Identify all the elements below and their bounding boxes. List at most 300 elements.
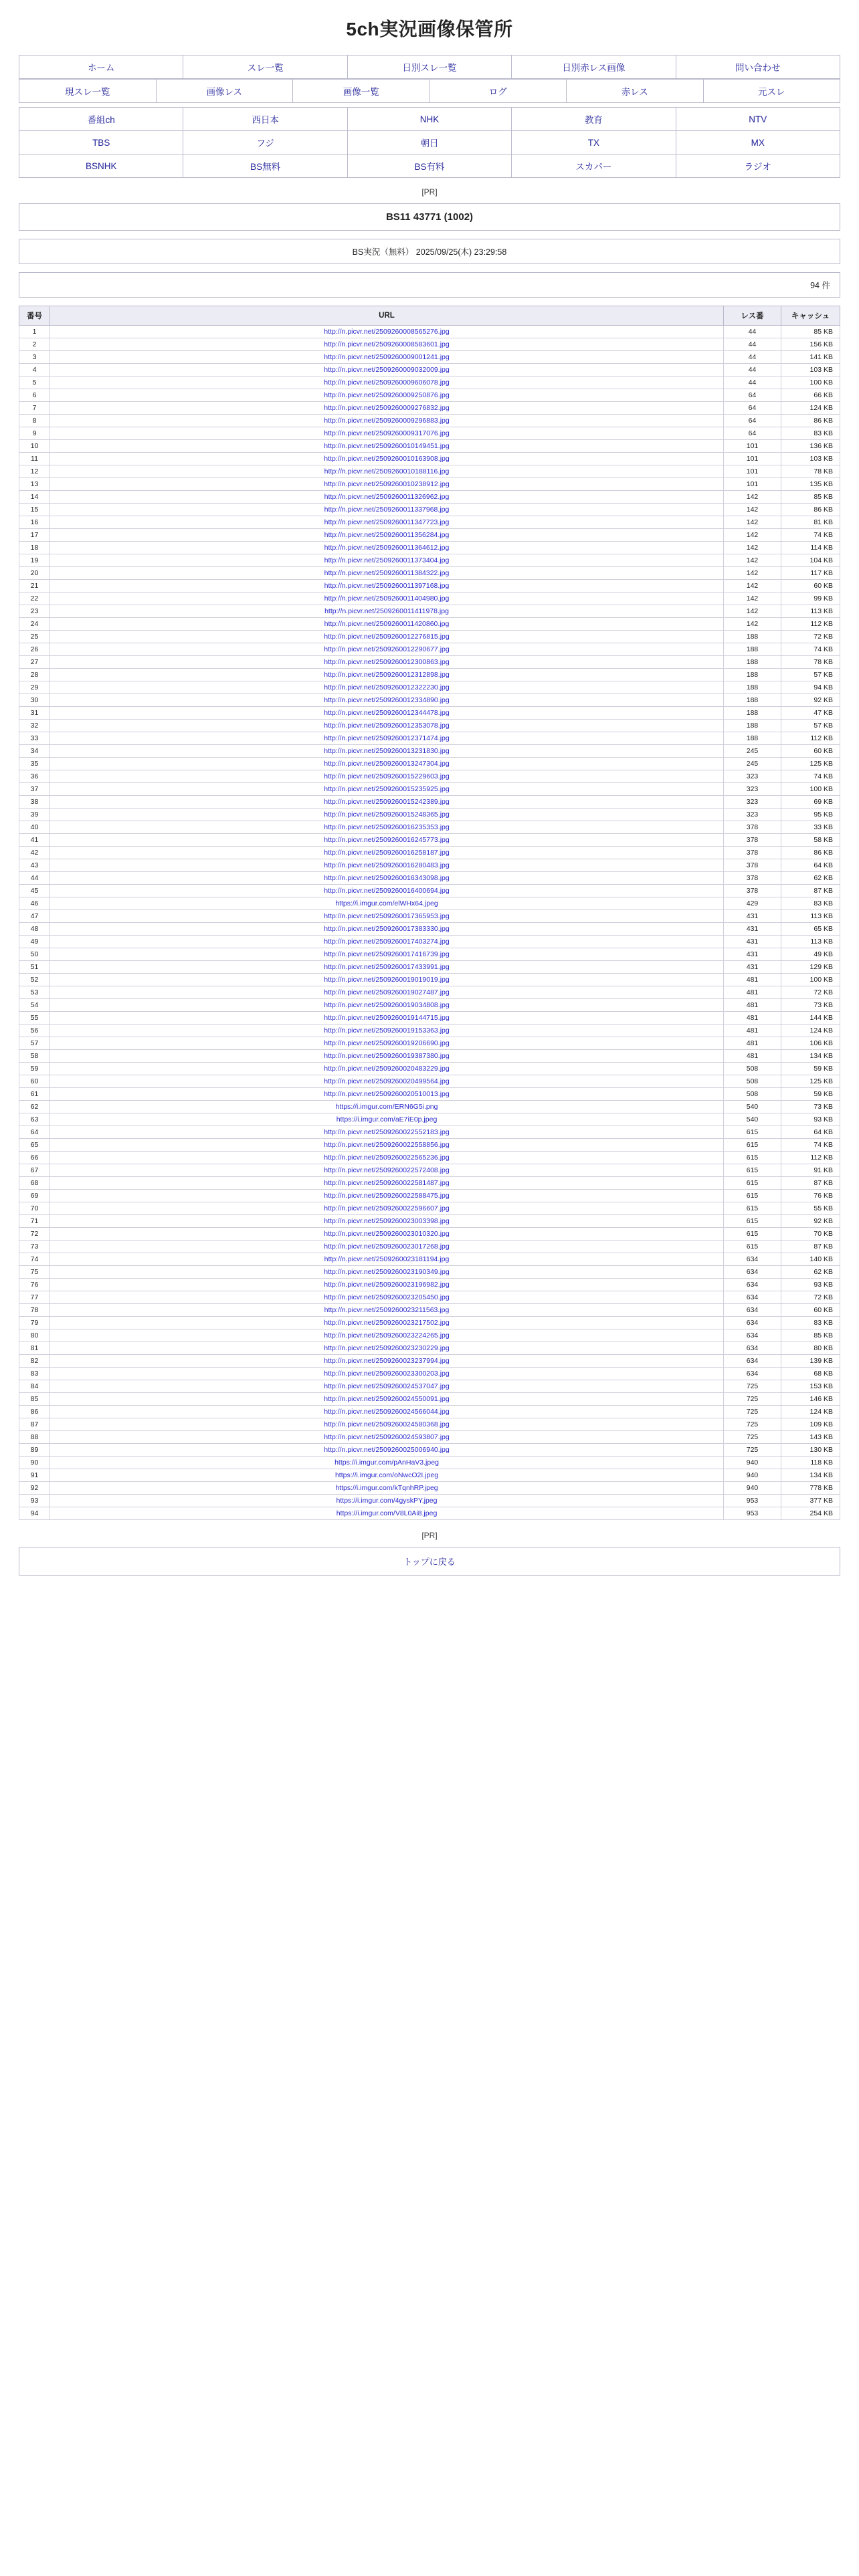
image-link[interactable]: https://i.imgur.com/elWHx64.jpeg [335,899,438,907]
table-row [19,999,840,1012]
row-res-number: 378 [724,847,781,859]
row-cache-size: 72 KB [781,631,840,643]
image-link[interactable]: http://n.picvr.net/2509260023205450.jpg [324,1293,450,1301]
row-cache-size: 78 KB [781,656,840,669]
table-row [19,1444,840,1457]
table-row [19,351,840,364]
image-link[interactable]: http://n.picvr.net/2509260023300203.jpg [324,1370,450,1378]
image-link[interactable]: http://n.picvr.net/2509260023017268.jpg [324,1243,450,1251]
row-number: 89 [19,1444,50,1457]
row-url-cell [50,872,724,885]
image-link[interactable]: http://n.picvr.net/2509260019034808.jpg [324,1001,450,1009]
image-link[interactable]: http://n.picvr.net/2509260009606078.jpg [324,379,450,387]
image-link[interactable]: http://n.picvr.net/2509260019153363.jpg [324,1027,450,1035]
image-link[interactable]: http://n.picvr.net/2509260012334890.jpg [324,696,450,704]
row-cache-size: 113 KB [781,936,840,948]
table-row [19,694,840,707]
row-cache-size: 112 KB [781,1152,840,1164]
image-link[interactable]: http://n.picvr.net/2509260010149451.jpg [324,442,450,450]
row-cache-size: 156 KB [781,338,840,351]
row-url-cell [50,1368,724,1380]
row-url-cell [50,389,724,402]
row-res-number: 634 [724,1368,781,1380]
row-url-cell [50,1164,724,1177]
image-link[interactable]: https://i.imgur.com/oNwcO2I.jpeg [335,1471,439,1479]
row-url-cell [50,1406,724,1418]
row-number: 72 [19,1228,50,1241]
row-url-cell [50,491,724,504]
row-cache-size: 66 KB [781,389,840,402]
row-url-cell [50,1279,724,1291]
channel-bangumi[interactable]: 番組ch [19,108,183,131]
row-cache-size: 144 KB [781,1012,840,1025]
nav-item-image-list[interactable]: 画像一覧 [293,80,430,103]
row-cache-size: 76 KB [781,1190,840,1202]
channel-fuji[interactable]: フジ [183,131,347,154]
image-link[interactable]: http://n.picvr.net/2509260022552183.jpg [324,1128,450,1136]
channel-nhk[interactable]: NHK [347,108,511,131]
row-cache-size: 146 KB [781,1393,840,1406]
row-url-cell [50,605,724,618]
row-cache-size: 55 KB [781,1202,840,1215]
image-link[interactable]: http://n.picvr.net/2509260023003398.jpg [324,1217,450,1225]
image-link[interactable]: http://n.picvr.net/2509260023196982.jpg [324,1281,450,1289]
image-link[interactable]: http://n.picvr.net/2509260020510013.jpg [324,1090,450,1098]
row-cache-size: 58 KB [781,834,840,847]
image-link[interactable]: http://n.picvr.net/2509260025006940.jpg [324,1446,450,1454]
row-cache-size: 33 KB [781,821,840,834]
image-link[interactable]: http://n.picvr.net/2509260022572408.jpg [324,1166,450,1174]
table-row [19,872,840,885]
table-row [19,593,840,605]
image-link[interactable]: https://i.imgur.com/ERN6G5i.png [335,1103,438,1111]
row-cache-size: 73 KB [781,1101,840,1113]
row-url-cell [50,1025,724,1037]
row-cache-size: 100 KB [781,974,840,986]
image-link[interactable]: http://n.picvr.net/2509260011420860.jpg [324,620,450,628]
row-cache-size: 74 KB [781,770,840,783]
row-url-cell [50,1215,724,1228]
image-link[interactable]: http://n.picvr.net/2509260019387380.jpg [324,1052,450,1060]
image-link[interactable]: http://n.picvr.net/2509260009250876.jpg [324,391,450,399]
row-url-cell [50,948,724,961]
channel-bs-paid[interactable]: BS有料 [347,154,511,178]
row-number: 87 [19,1418,50,1431]
table-row [19,974,840,986]
row-number: 66 [19,1152,50,1164]
row-res-number: 431 [724,936,781,948]
row-number: 32 [19,720,50,732]
table-row [19,796,840,809]
row-number: 81 [19,1342,50,1355]
row-cache-size: 140 KB [781,1253,840,1266]
row-cache-size: 87 KB [781,1177,840,1190]
row-number: 13 [19,478,50,491]
image-link[interactable]: http://n.picvr.net/2509260016235353.jpg [324,823,450,831]
table-row [19,948,840,961]
table-row [19,1482,840,1495]
table-row [19,1279,840,1291]
image-link[interactable]: http://n.picvr.net/2509260020483229.jpg [324,1065,450,1073]
row-cache-size: 93 KB [781,1279,840,1291]
back-to-top-button[interactable]: トップに戻る [19,1547,840,1576]
image-link[interactable]: http://n.picvr.net/2509260012322230.jpg [324,683,450,691]
image-link[interactable]: http://n.picvr.net/2509260017403274.jpg [324,938,450,946]
table-row [19,1075,840,1088]
row-number: 85 [19,1393,50,1406]
table-row [19,631,840,643]
channel-skyperfectv[interactable]: スカパー [512,154,676,178]
table-row [19,1025,840,1037]
row-url-cell [50,1139,724,1152]
row-number: 70 [19,1202,50,1215]
image-link[interactable]: https://i.imgur.com/4gyskPY.jpeg [336,1497,438,1505]
table-row [19,720,840,732]
channel-tbs[interactable]: TBS [19,131,183,154]
row-number: 83 [19,1368,50,1380]
row-url-cell [50,1152,724,1164]
image-link[interactable]: http://n.picvr.net/2509260023190349.jpg [324,1268,450,1276]
row-url-cell [50,1342,724,1355]
row-res-number: 615 [724,1152,781,1164]
page-title: 5ch実況画像保管所 [346,19,513,39]
row-number: 23 [19,605,50,618]
image-link[interactable]: http://n.picvr.net/2509260024593807.jpg [324,1433,450,1441]
row-number: 58 [19,1050,50,1063]
row-number: 86 [19,1406,50,1418]
row-url-cell [50,745,724,758]
image-link[interactable]: http://n.picvr.net/2509260011326962.jpg [324,493,450,501]
row-number: 43 [19,859,50,872]
image-link[interactable]: https://i.imgur.com/V8L0Ai8.jpeg [336,1509,438,1517]
row-cache-size: 83 KB [781,1317,840,1329]
channel-nishinihon[interactable]: 西日本 [183,108,347,131]
row-url-cell [50,1202,724,1215]
row-number: 78 [19,1304,50,1317]
image-link[interactable]: http://n.picvr.net/2509260010188116.jpg [324,467,450,475]
row-url-cell [50,936,724,948]
row-res-number: 725 [724,1380,781,1393]
table-row [19,465,840,478]
table-row [19,1177,840,1190]
channel-kyouiku[interactable]: 教育 [512,108,676,131]
row-res-number: 429 [724,897,781,910]
row-url-cell [50,897,724,910]
table-row [19,1266,840,1279]
row-url-cell [50,1507,724,1520]
row-cache-size: 114 KB [781,542,840,554]
row-url-cell [50,504,724,516]
row-number: 14 [19,491,50,504]
channel-nav [19,107,840,178]
row-res-number: 481 [724,1050,781,1063]
image-link[interactable]: http://n.picvr.net/2509260017383330.jpg [324,925,450,933]
image-link[interactable]: http://n.picvr.net/2509260022565236.jpg [324,1154,450,1162]
image-link[interactable]: http://n.picvr.net/2509260016258187.jpg [324,849,450,857]
image-link[interactable]: http://n.picvr.net/2509260024537047.jpg [324,1382,450,1390]
image-link[interactable]: http://n.picvr.net/2509260019019019.jpg [324,976,450,984]
image-link[interactable]: http://n.picvr.net/2509260023224265.jpg [324,1331,450,1339]
row-res-number: 378 [724,821,781,834]
table-row [19,326,840,338]
image-link[interactable]: http://n.picvr.net/2509260011404980.jpg [324,595,450,603]
row-res-number: 188 [724,694,781,707]
image-link[interactable]: http://n.picvr.net/2509260011373404.jpg [324,556,450,564]
row-number: 26 [19,643,50,656]
row-url-cell [50,1050,724,1063]
row-number: 56 [19,1025,50,1037]
row-url-cell [50,847,724,859]
row-url-cell [50,1431,724,1444]
image-link[interactable]: http://n.picvr.net/2509260024566044.jpg [324,1408,450,1416]
image-link[interactable]: http://n.picvr.net/2509260012344478.jpg [324,709,450,717]
row-number: 65 [19,1139,50,1152]
row-res-number: 188 [724,732,781,745]
image-link[interactable]: http://n.picvr.net/2509260015248365.jpg [324,811,450,819]
nav-item-contact[interactable]: 問い合わせ [676,56,840,79]
image-link[interactable]: http://n.picvr.net/2509260012312898.jpg [324,671,450,679]
table-row [19,1380,840,1393]
row-number: 17 [19,529,50,542]
row-res-number: 245 [724,758,781,770]
image-link[interactable]: http://n.picvr.net/2509260022558856.jpg [324,1141,450,1149]
image-link[interactable]: http://n.picvr.net/2509260016400694.jpg [324,887,450,895]
row-cache-size: 87 KB [781,1241,840,1253]
table-row [19,745,840,758]
row-url-cell [50,770,724,783]
table-row [19,669,840,681]
row-number: 6 [19,389,50,402]
channel-nav-row-1 [19,108,840,131]
row-number: 73 [19,1241,50,1253]
row-number: 12 [19,465,50,478]
image-link[interactable]: http://n.picvr.net/2509260022596607.jpg [324,1204,450,1212]
image-link[interactable]: http://n.picvr.net/2509260011384322.jpg [324,569,450,577]
nav-item-original-thread[interactable]: 元スレ [703,80,840,103]
result-count: 94 件 [19,272,840,298]
image-link[interactable]: http://n.picvr.net/2509260023217502.jpg [324,1319,450,1327]
table-row [19,453,840,465]
image-link[interactable]: http://n.picvr.net/2509260011364612.jpg [324,544,450,552]
row-res-number: 142 [724,504,781,516]
row-number: 51 [19,961,50,974]
row-cache-size: 130 KB [781,1444,840,1457]
row-number: 63 [19,1113,50,1126]
image-link[interactable]: http://n.picvr.net/2509260024550091.jpg [324,1395,450,1403]
image-link[interactable]: http://n.picvr.net/2509260010238912.jpg [324,480,450,488]
image-link[interactable]: http://n.picvr.net/2509260016245773.jpg [324,836,450,844]
image-link[interactable]: http://n.picvr.net/2509260009001241.jpg [324,353,450,361]
nav-item-daily-thread-list[interactable]: 日別スレ一覧 [347,56,511,79]
image-link[interactable]: http://n.picvr.net/2509260017433991.jpg [324,963,450,971]
row-res-number: 634 [724,1304,781,1317]
table-row [19,542,840,554]
image-link[interactable]: http://n.picvr.net/2509260023230229.jpg [324,1344,450,1352]
table-row [19,389,840,402]
image-link[interactable]: http://n.picvr.net/2509260019206690.jpg [324,1039,450,1047]
table-row [19,834,840,847]
row-number: 50 [19,948,50,961]
row-cache-size: 83 KB [781,427,840,440]
row-number: 19 [19,554,50,567]
row-res-number: 323 [724,770,781,783]
nav-item-red-res[interactable]: 赤レス [567,80,704,103]
row-cache-size: 106 KB [781,1037,840,1050]
table-row [19,1202,840,1215]
row-res-number: 615 [724,1190,781,1202]
row-res-number: 323 [724,809,781,821]
row-number: 94 [19,1507,50,1520]
nav-item-home[interactable]: ホーム [19,56,183,79]
row-cache-size: 103 KB [781,364,840,377]
image-link[interactable]: http://n.picvr.net/2509260011356284.jpg [324,531,450,539]
image-link[interactable]: http://n.picvr.net/2509260009296883.jpg [324,417,450,425]
row-cache-size: 153 KB [781,1380,840,1393]
row-cache-size: 86 KB [781,847,840,859]
image-link[interactable]: http://n.picvr.net/2509260012276815.jpg [324,633,450,641]
image-link[interactable]: http://n.picvr.net/2509260011347723.jpg [324,518,450,526]
channel-bsnhk[interactable]: BSNHK [19,154,183,178]
row-res-number: 615 [724,1177,781,1190]
channel-mx[interactable]: MX [676,131,840,154]
image-link[interactable]: http://n.picvr.net/2509260017416739.jpg [324,950,450,958]
image-link[interactable]: http://n.picvr.net/2509260016280483.jpg [324,861,450,869]
row-number: 88 [19,1431,50,1444]
row-res-number: 188 [724,669,781,681]
row-cache-size: 60 KB [781,580,840,593]
image-link[interactable]: http://n.picvr.net/2509260011337968.jpg [324,506,450,514]
row-number: 61 [19,1088,50,1101]
row-number: 3 [19,351,50,364]
image-link[interactable]: https://i.imgur.com/kTqnhRP.jpeg [335,1484,438,1492]
row-res-number: 481 [724,1012,781,1025]
row-url-cell [50,1304,724,1317]
image-link[interactable]: http://n.picvr.net/2509260012290677.jpg [324,645,450,653]
row-url-cell [50,1393,724,1406]
nav-item-image-res[interactable]: 画像レス [156,80,293,103]
row-url-cell [50,542,724,554]
table-row [19,1101,840,1113]
image-link[interactable]: http://n.picvr.net/2509260008565276.jpg [324,328,450,336]
table-row [19,1469,840,1482]
image-link[interactable]: http://n.picvr.net/2509260012371474.jpg [324,734,450,742]
image-link[interactable]: http://n.picvr.net/2509260012353078.jpg [324,722,450,730]
row-res-number: 142 [724,567,781,580]
row-res-number: 540 [724,1101,781,1113]
channel-tx[interactable]: TX [512,131,676,154]
image-link[interactable]: http://n.picvr.net/2509260015235925.jpg [324,785,450,793]
image-link[interactable]: http://n.picvr.net/2509260019144715.jpg [324,1014,450,1022]
image-link[interactable]: https://i.imgur.com/aE7iE0p.jpeg [336,1115,438,1123]
row-url-cell [50,656,724,669]
image-link[interactable]: http://n.picvr.net/2509260011397168.jpg [324,582,450,590]
channel-ntv[interactable]: NTV [676,108,840,131]
channel-asahi[interactable]: 朝日 [347,131,511,154]
row-url-cell [50,974,724,986]
image-link[interactable]: http://n.picvr.net/2509260019027487.jpg [324,988,450,996]
row-res-number: 323 [724,796,781,809]
image-link[interactable]: http://n.picvr.net/2509260022588475.jpg [324,1192,450,1200]
thread-title-panel: BS11 43771 (1002) [19,203,840,231]
row-url-cell [50,1469,724,1482]
image-link[interactable]: http://n.picvr.net/2509260011411978.jpg [324,607,449,615]
table-row [19,1241,840,1253]
table-row [19,1431,840,1444]
channel-bs-free[interactable]: BS無料 [183,154,347,178]
row-cache-size: 103 KB [781,453,840,465]
row-res-number: 634 [724,1355,781,1368]
row-number: 41 [19,834,50,847]
row-url-cell [50,554,724,567]
image-link[interactable]: http://n.picvr.net/2509260022581487.jpg [324,1179,450,1187]
image-link[interactable]: http://n.picvr.net/2509260013231830.jpg [324,747,450,755]
row-cache-size: 72 KB [781,986,840,999]
table-row [19,707,840,720]
nav-row-secondary [19,80,840,103]
nav-row-primary [19,56,840,79]
row-res-number: 634 [724,1342,781,1355]
secondary-nav [19,79,840,103]
image-link[interactable]: http://n.picvr.net/2509260010163908.jpg [324,455,450,463]
image-link[interactable]: http://n.picvr.net/2509260012300863.jpg [324,658,450,666]
image-link[interactable]: http://n.picvr.net/2509260015242389.jpg [324,798,450,806]
row-url-cell [50,796,724,809]
row-url-cell [50,1113,724,1126]
row-res-number: 378 [724,872,781,885]
row-number: 5 [19,377,50,389]
image-link[interactable]: http://n.picvr.net/2509260023237994.jpg [324,1357,450,1365]
row-cache-size: 124 KB [781,1025,840,1037]
image-link[interactable]: http://n.picvr.net/2509260013247304.jpg [324,760,450,768]
image-link[interactable]: http://n.picvr.net/2509260016343098.jpg [324,874,450,882]
channel-radio[interactable]: ラジオ [676,154,840,178]
image-link[interactable]: http://n.picvr.net/2509260008583601.jpg [324,340,450,348]
image-link[interactable]: http://n.picvr.net/2509260023010320.jpg [324,1230,450,1238]
row-number: 28 [19,669,50,681]
row-number: 60 [19,1075,50,1088]
nav-item-thread-list[interactable]: スレ一覧 [183,56,347,79]
row-res-number: 142 [724,516,781,529]
image-link[interactable]: http://n.picvr.net/2509260009032009.jpg [324,366,450,374]
image-link[interactable]: http://n.picvr.net/2509260009317076.jpg [324,429,450,437]
row-number: 90 [19,1457,50,1469]
row-cache-size: 112 KB [781,618,840,631]
nav-item-log[interactable]: ログ [430,80,567,103]
row-url-cell [50,1190,724,1202]
image-link[interactable]: http://n.picvr.net/2509260015229603.jpg [324,772,450,780]
nav-item-daily-red-res-image[interactable]: 日別赤レス画像 [512,56,676,79]
row-url-cell [50,1228,724,1241]
image-link[interactable]: http://n.picvr.net/2509260009276832.jpg [324,404,450,412]
image-link[interactable]: http://n.picvr.net/2509260017365953.jpg [324,912,450,920]
row-cache-size: 64 KB [781,1126,840,1139]
row-number: 77 [19,1291,50,1304]
row-url-cell [50,415,724,427]
image-link[interactable]: http://n.picvr.net/2509260023181194.jpg [324,1255,450,1263]
row-number: 69 [19,1190,50,1202]
row-cache-size: 70 KB [781,1228,840,1241]
row-url-cell [50,567,724,580]
image-link[interactable]: http://n.picvr.net/2509260024580368.jpg [324,1420,450,1428]
row-cache-size: 57 KB [781,669,840,681]
row-res-number: 188 [724,631,781,643]
nav-item-current-thread-list[interactable]: 現スレ一覧 [19,80,157,103]
table-row [19,859,840,872]
image-link[interactable]: https://i.imgur.com/pAnHaV3.jpeg [335,1459,439,1467]
table-row [19,1495,840,1507]
image-link[interactable]: http://n.picvr.net/2509260023211563.jpg [324,1306,450,1314]
image-link[interactable]: http://n.picvr.net/2509260020499564.jpg [324,1077,450,1085]
